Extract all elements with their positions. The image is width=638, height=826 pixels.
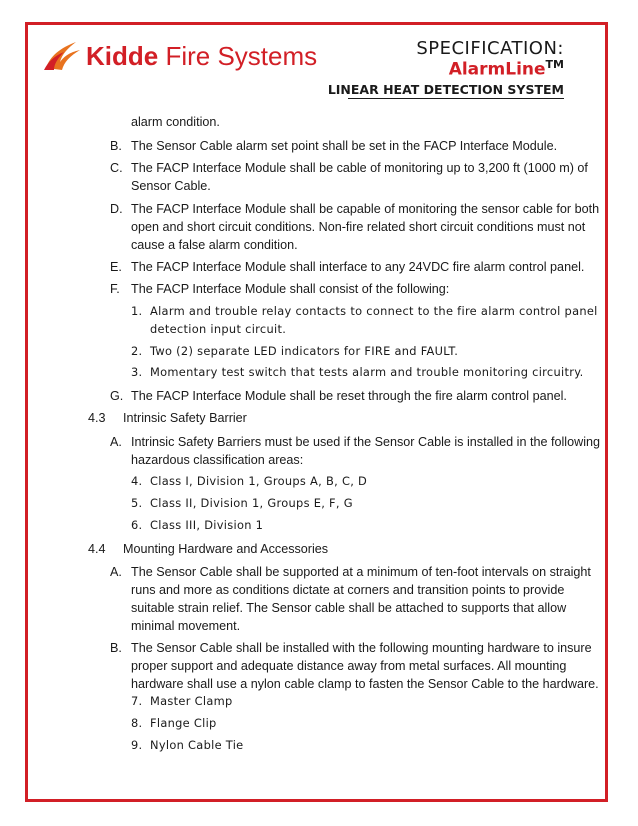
- item-marker: A.: [110, 435, 122, 449]
- section-title: Intrinsic Safety Barrier: [123, 411, 247, 425]
- list-number: 4.: [131, 474, 143, 488]
- item-marker: D.: [110, 202, 123, 216]
- paragraph-line: The FACP Interface Module shall be reset through the fire alarm control panel.: [131, 389, 567, 403]
- item-marker: A.: [110, 565, 122, 579]
- list-number: 9.: [131, 738, 143, 752]
- section-number: 4.4: [88, 542, 106, 556]
- section-number: 4.3: [88, 411, 106, 425]
- paragraph-line: proper support and adequate distance away from metal surfaces. All mounting: [131, 659, 567, 673]
- list-number: 8.: [131, 716, 143, 730]
- list-item: detection input circuit.: [150, 322, 287, 336]
- item-marker: F.: [110, 282, 120, 296]
- item-marker: C.: [110, 161, 123, 175]
- paragraph-line: minimal movement.: [131, 619, 241, 633]
- doc-subtitle: LINEAR HEAT DETECTION SYSTEM: [327, 82, 564, 97]
- paragraph-line: The Sensor Cable shall be supported at a minimum of ten-foot intervals on straight: [131, 565, 591, 579]
- paragraph-line: The FACP Interface Module shall be cable of monitoring up to 3,200 ft (1000 m) of: [131, 161, 588, 175]
- paragraph-line: The Sensor Cable shall be installed with the following mounting hardware to insure: [131, 641, 592, 655]
- paragraph-line: Intrinsic Safety Barriers must be used if the Sensor Cable is installed in the following: [131, 435, 600, 449]
- list-number: 1.: [131, 304, 143, 318]
- paragraph-line: cause a false alarm condition.: [131, 238, 298, 252]
- list-item: Master Clamp: [150, 694, 233, 708]
- paragraph-line: Sensor Cable.: [131, 179, 211, 193]
- paragraph-line: runs and more as conditions dictate at corners and transition points to provide: [131, 583, 565, 597]
- trademark: TM: [545, 58, 564, 71]
- paragraph-line: The Sensor Cable alarm set point shall be set in the FACP Interface Module.: [131, 139, 558, 153]
- list-item: Class II, Division 1, Groups E, F, G: [150, 496, 353, 510]
- paragraph-line: The FACP Interface Module shall consist of the following:: [131, 282, 450, 296]
- header-rule: [348, 98, 564, 99]
- flame-icon: [42, 38, 82, 72]
- item-marker: B.: [110, 641, 122, 655]
- spec-label: SPECIFICATION:: [416, 38, 564, 59]
- list-item: Momentary test switch that tests alarm and trouble monitoring circuitry.: [150, 365, 584, 379]
- paragraph-line: The FACP Interface Module shall interface to any 24VDC fire alarm control panel.: [131, 260, 585, 274]
- product-name: AlarmLine™: [448, 58, 564, 80]
- list-item: Nylon Cable Tie: [150, 738, 244, 752]
- list-number: 3.: [131, 365, 143, 379]
- item-marker: G.: [110, 389, 124, 403]
- list-item: Class I, Division 1, Groups A, B, C, D: [150, 474, 368, 488]
- list-item: Class III, Division 1: [150, 518, 264, 532]
- list-item: Flange Clip: [150, 716, 217, 730]
- paragraph-line: hazardous classification areas:: [131, 453, 304, 467]
- list-number: 6.: [131, 518, 143, 532]
- item-marker: E.: [110, 260, 122, 274]
- list-number: 2.: [131, 344, 143, 358]
- item-marker: B.: [110, 139, 122, 153]
- kidde-logo: [42, 38, 318, 78]
- paragraph-line: suitable strain relief. The Sensor cable shall be attached to supports that allow: [131, 601, 567, 615]
- brand-name: Kidde Fire Systems: [86, 41, 318, 71]
- continuation-text: alarm condition.: [131, 115, 220, 129]
- paragraph-line: open and short circuit conditions. Non-fire related short circuit conditions must not: [131, 220, 586, 234]
- list-item: Alarm and trouble relay contacts to connect to the fire alarm control panel: [150, 304, 598, 318]
- list-item: Two (2) separate LED indicators for FIRE and FAULT.: [150, 344, 459, 358]
- list-number: 5.: [131, 496, 143, 510]
- list-number: 7.: [131, 694, 143, 708]
- section-title: Mounting Hardware and Accessories: [123, 542, 329, 556]
- paragraph-line: The FACP Interface Module shall be capable of monitoring the sensor cable for both: [131, 202, 600, 216]
- paragraph-line: hardware shall use a nylon cable clamp to fasten the Sensor Cable to the hardware.: [131, 677, 599, 691]
